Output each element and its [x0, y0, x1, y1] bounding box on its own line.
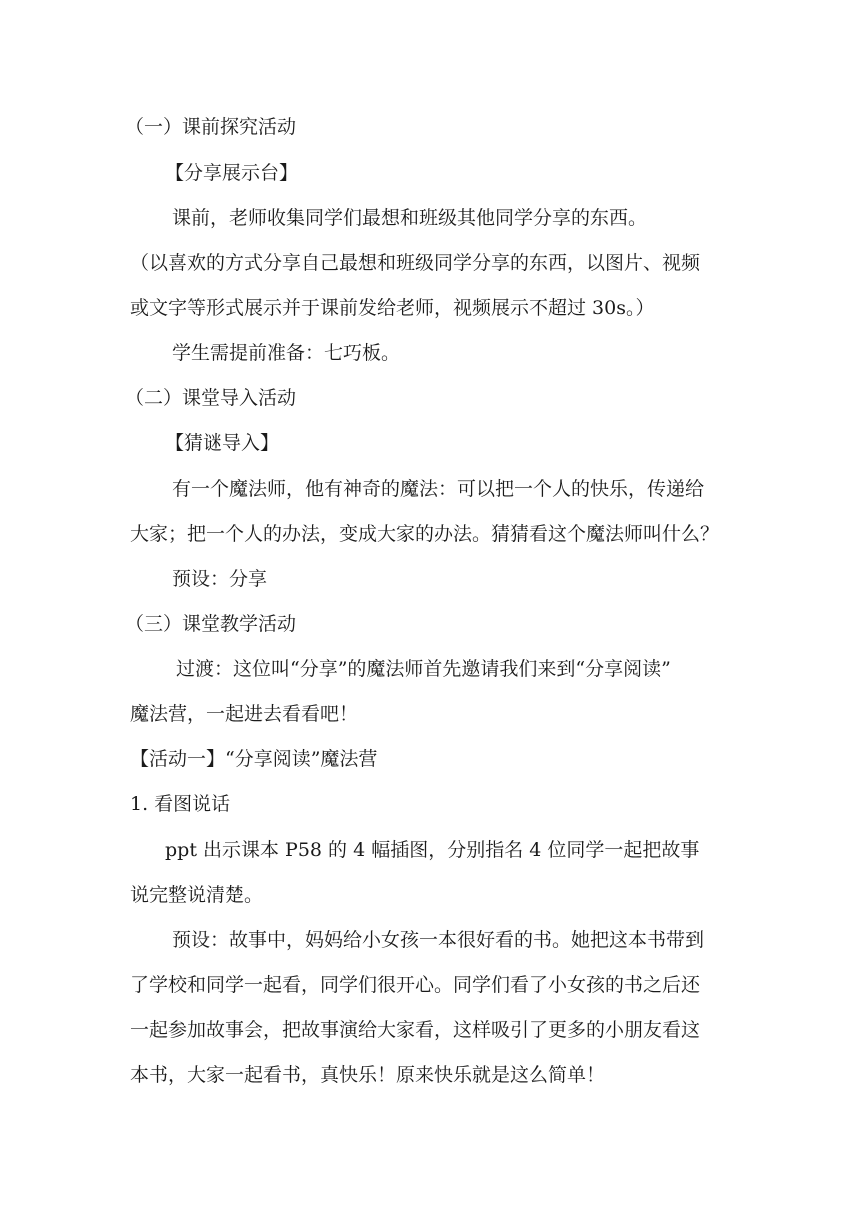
section-heading-1: （一）课前探究活动 — [125, 116, 297, 138]
section-heading-2: （二）课堂导入活动 — [125, 387, 297, 409]
paragraph-preset-share: 预设：分享 — [172, 568, 268, 590]
paragraph-ppt-line2: 说完整说清楚。 — [130, 884, 264, 906]
bracket-title-share-stage: 【分享展示台】 — [165, 162, 299, 184]
paragraph-story-line3: 一起参加故事会，把故事演给大家看，这样吸引了更多的小朋友看这 — [130, 1019, 701, 1041]
paragraph-prep: 学生需提前准备：七巧板。 — [172, 342, 401, 364]
paragraph-transition-line1: 过渡：这位叫“分享”的魔法师首先邀请我们来到“分享阅读” — [176, 658, 671, 680]
list-item-look-and-talk: 1. 看图说话 — [130, 793, 231, 815]
paragraph-story-line2: 了学校和同学一起看，同学们很开心。同学们看了小女孩的书之后还 — [130, 974, 701, 996]
paragraph-story-line4: 本书，大家一起看书，真快乐！原来快乐就是这么简单！ — [130, 1064, 606, 1086]
paragraph-share-way-line1: （以喜欢的方式分享自己最想和班级同学分享的东西，以图片、视频 — [130, 252, 701, 274]
activity-title: 【活动一】“分享阅读”魔法营 — [130, 748, 378, 770]
paragraph-share-way-line2: 或文字等形式展示并于课前发给老师，视频展示不超过 30s。） — [130, 297, 655, 319]
bracket-title-riddle: 【猜谜导入】 — [165, 432, 280, 454]
paragraph-collect: 课前，老师收集同学们最想和班级其他同学分享的东西。 — [172, 207, 648, 229]
section-heading-3: （三）课堂教学活动 — [125, 613, 297, 635]
paragraph-riddle-line1: 有一个魔法师，他有神奇的魔法：可以把一个人的快乐，传递给 — [172, 478, 705, 500]
paragraph-riddle-line2: 大家；把一个人的办法，变成大家的办法。猜猜看这个魔法师叫什么？ — [130, 523, 720, 545]
paragraph-story-line1: 预设：故事中，妈妈给小女孩一本很好看的书。她把这本书带到 — [172, 929, 705, 951]
paragraph-transition-line2: 魔法营，一起进去看看吧！ — [130, 703, 359, 725]
paragraph-ppt-line1: ppt 出示课本 P58 的 4 幅插图，分别指名 4 位同学一起把故事 — [165, 839, 700, 861]
